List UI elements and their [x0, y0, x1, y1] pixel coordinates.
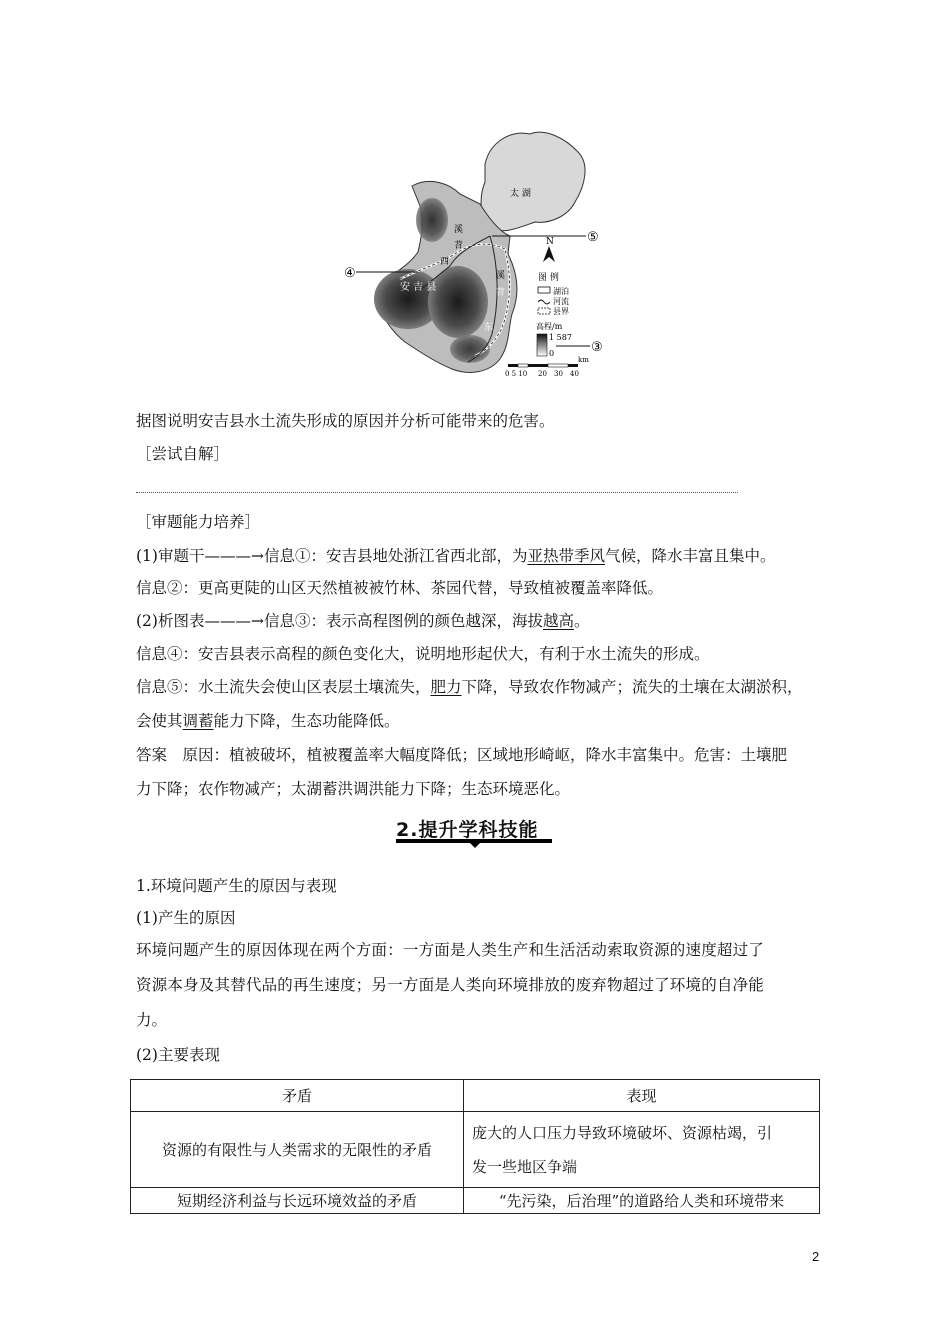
river-west-label-1: 溪	[454, 225, 464, 235]
lake-label: 太 湖	[510, 189, 531, 199]
elevation-title: 高程/m	[536, 322, 563, 331]
river-west-label-2: 苕	[454, 241, 464, 251]
table-cell-manifestation: “先污染，后治理”的道路给人类和环境带来	[464, 1188, 820, 1214]
manifestation-line: 发一些地区争端	[472, 1157, 578, 1176]
table-cell-contradiction: 资源的有限性与人类需求的无限性的矛盾	[131, 1112, 464, 1188]
table-cell-manifestation	[464, 1112, 820, 1188]
skill-heading	[396, 815, 538, 849]
heading-down-arrow-icon	[468, 841, 482, 848]
scale-label-0: 0 5 10	[505, 370, 528, 378]
scale-unit: km	[578, 356, 589, 364]
river-east-label-1: 溪	[496, 271, 506, 281]
river-east-label-3: 东	[484, 323, 494, 333]
contradiction-table	[130, 1079, 820, 1214]
info-5-cont: 会使其调蓄能力下降，生态功能降低。	[136, 712, 400, 730]
info-4: 信息④：安吉县表示高程的颜色变化大，说明地形起伏大，有利于水土流失的形成。	[136, 645, 710, 663]
table-cell-contradiction: 短期经济利益与长远环境效益的矛盾	[131, 1188, 464, 1214]
page-number: 2	[812, 1249, 820, 1264]
legend-lake: 湖泊	[553, 287, 569, 296]
callout-3: ③	[591, 340, 603, 355]
scale-label-40: 40	[570, 370, 579, 378]
north-arrow-icon	[543, 246, 555, 262]
taihu-lake-shape	[481, 132, 585, 231]
question-text: 据图说明安吉县水土流失形成的原因并分析可能带来的危害。	[136, 412, 555, 430]
table-header-manifestation: 表现	[464, 1080, 820, 1112]
river-west-label-3: 西	[440, 257, 450, 267]
table-header-row	[131, 1080, 820, 1112]
section-1-sub-1: (1)产生的原因	[136, 909, 236, 927]
ability-label: ［审题能力培养］	[136, 513, 261, 531]
scale-label-30: 30	[554, 370, 563, 378]
section-1-para-1: 环境问题产生的原因体现在两个方面：一方面是人类生产和生活活动索取资源的速度超过了	[136, 941, 765, 959]
callout-5: ⑤	[587, 230, 599, 245]
manifestation-line: 庞大的人口压力导致环境破坏、资源枯竭，引	[472, 1123, 773, 1142]
callout-4: ④	[344, 266, 356, 281]
river-east-label-2: 苕	[496, 288, 506, 298]
table-row	[131, 1112, 820, 1188]
section-1-para-3: 力。	[136, 1011, 168, 1029]
try-label: ［尝试自解］	[136, 445, 230, 463]
info-5: 信息⑤：水土流失会使山区表层土壤流失，肥力下降，导致农作物减产；流失的土壤在太湖淤积，	[136, 678, 803, 696]
county-label: 安 吉 县	[400, 282, 437, 293]
info-1: (1)审题干———→信息①：安吉县地处浙江省西北部，为亚热带季风气候，降水丰富且集中。	[136, 547, 776, 565]
answer-line-1: 答案 原因：植被破坏，植被覆盖率大幅度降低；区域地形崎岖，降水丰富集中。危害：土壤肥	[136, 746, 788, 764]
table-header-contradiction: 矛盾	[131, 1080, 464, 1112]
answer-blank-line	[136, 492, 738, 493]
legend-river: 河流	[553, 297, 569, 306]
legend-river-icon	[538, 300, 550, 304]
elevation-bar	[537, 334, 547, 356]
section-1-title: 1.环境问题产生的原因与表现	[136, 877, 337, 895]
scale-label-20: 20	[538, 370, 547, 378]
north-label: N	[546, 237, 554, 247]
mountain-north	[416, 198, 448, 242]
legend-county: 县界	[553, 307, 569, 316]
table-row	[131, 1188, 820, 1214]
answer-line-2: 力下降；农作物减产；太湖蓄洪调洪能力下降；生态环境恶化。	[136, 780, 571, 798]
elevation-max: 1 587	[549, 333, 572, 342]
section-1-para-2: 资源本身及其替代品的再生速度；另一方面是人类向环境排放的废弃物超过了环境的自净能	[136, 976, 765, 994]
legend-title: 图 例	[538, 273, 559, 283]
section-1-sub-2: (2)主要表现	[136, 1046, 220, 1064]
info-3: (2)析图表———→信息③：表示高程图例的颜色越深，海拔越高。	[136, 612, 590, 630]
info-2: 信息②：更高更陡的山区天然植被被竹林、茶园代替，导致植被覆盖率降低。	[136, 579, 664, 597]
anji-county-map	[340, 124, 610, 386]
elevation-min: 0	[549, 349, 555, 358]
elevation-map-figure	[340, 124, 610, 386]
skill-heading-text: 2.提升学科技能	[396, 819, 539, 841]
